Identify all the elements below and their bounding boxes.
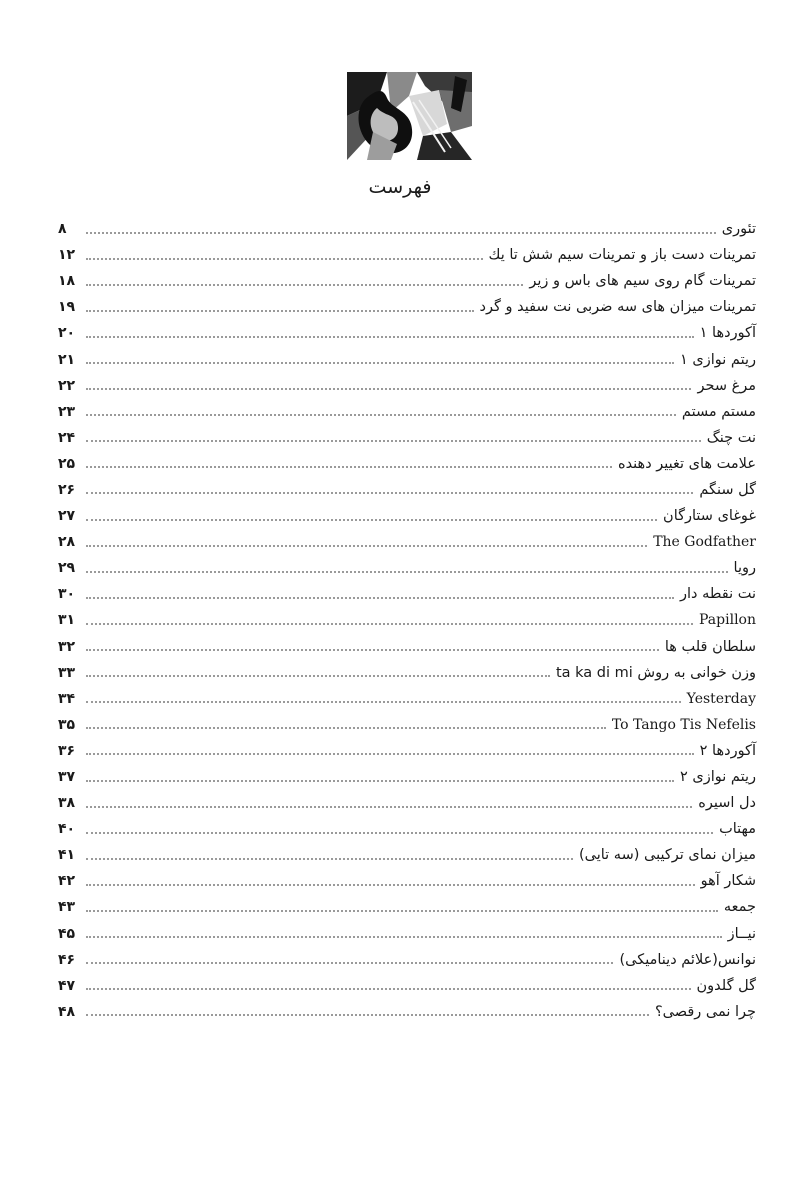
toc-entry[interactable] — [58, 790, 756, 816]
dot-leader — [86, 491, 693, 494]
dot-leader — [86, 726, 606, 729]
toc-entry[interactable] — [58, 712, 756, 738]
toc-entry-title: رویا — [733, 560, 756, 577]
toc-entry-title: Papillon — [699, 612, 756, 629]
table-of-contents — [58, 216, 756, 1025]
toc-entry-title: سلطان قلب ها — [664, 638, 756, 655]
dot-leader — [86, 465, 612, 468]
guitar-illustration-icon — [347, 72, 472, 160]
toc-entry[interactable] — [58, 216, 756, 242]
dot-leader — [86, 596, 674, 599]
toc-entry-title: تمرینات گام روی سیم های باس و زیر — [529, 273, 756, 290]
toc-entry-page-number: ۲۰ — [58, 325, 76, 342]
toc-entry-page-number: ۳۷ — [58, 769, 76, 786]
toc-entry-title: نیــاز — [727, 925, 756, 942]
toc-entry[interactable] — [58, 868, 756, 894]
toc-entry-title: نت چنگ — [706, 429, 756, 446]
toc-entry[interactable] — [58, 764, 756, 790]
dot-leader — [86, 309, 474, 312]
dot-leader — [86, 935, 722, 938]
toc-entry-page-number: ۳۸ — [58, 795, 76, 812]
toc-entry-title: Yesterday — [686, 690, 756, 707]
toc-entry-title: دل اسیره — [698, 795, 756, 812]
dot-leader — [86, 335, 694, 338]
toc-entry[interactable] — [58, 242, 756, 268]
toc-entry-page-number: ۲۶ — [58, 481, 76, 498]
toc-entry-title: میزان نمای ترکیبی (سه تایی) — [578, 847, 756, 864]
dot-leader — [86, 283, 523, 286]
toc-entry[interactable] — [58, 894, 756, 920]
toc-entry[interactable] — [58, 738, 756, 764]
toc-entry-page-number: ۱۲ — [58, 247, 76, 264]
dot-leader — [86, 439, 701, 442]
toc-entry-page-number: ۲۴ — [58, 429, 76, 446]
toc-entry[interactable] — [58, 555, 756, 581]
toc-entry[interactable] — [58, 660, 756, 686]
toc-entry-title: نت نقطه دار — [679, 586, 756, 603]
dot-leader — [86, 648, 659, 651]
dot-leader — [86, 413, 676, 416]
toc-entry-title: نوانس(علائم دینامیکی) — [619, 951, 756, 968]
toc-entry-title: آکوردها ۲ — [699, 742, 756, 759]
toc-entry-title: The Godfather — [653, 534, 756, 551]
toc-entry-title: تئوری — [721, 221, 756, 238]
dot-leader — [86, 518, 657, 521]
dot-leader — [86, 909, 718, 912]
toc-entry-page-number: ۱۸ — [58, 273, 76, 290]
toc-entry-page-number: ۲۵ — [58, 455, 76, 472]
dot-leader — [86, 257, 483, 260]
toc-entry[interactable] — [58, 320, 756, 346]
dot-leader — [86, 361, 674, 364]
toc-entry-page-number: ۳۱ — [58, 612, 76, 629]
dot-leader — [86, 1013, 649, 1016]
toc-entry[interactable] — [58, 425, 756, 451]
dot-leader — [86, 883, 695, 886]
toc-entry-page-number: ۲۷ — [58, 508, 76, 525]
toc-entry[interactable] — [58, 634, 756, 660]
toc-entry-page-number: ۲۳ — [58, 403, 76, 420]
toc-entry[interactable] — [58, 503, 756, 529]
toc-entry-page-number: ۳۲ — [58, 638, 76, 655]
toc-entry[interactable] — [58, 346, 756, 372]
toc-entry[interactable] — [58, 268, 756, 294]
toc-entry-title: جمعه — [723, 899, 756, 916]
toc-entry-title: علامت های تغییر دهنده — [617, 455, 756, 472]
toc-entry[interactable] — [58, 973, 756, 999]
toc-entry[interactable] — [58, 581, 756, 607]
toc-entry-page-number: ۴۷ — [58, 977, 76, 994]
toc-entry-title: تمرینات دست باز و تمرینات سیم شش تا یك — [488, 247, 756, 264]
toc-entry[interactable] — [58, 947, 756, 973]
dot-leader — [86, 544, 647, 547]
toc-entry[interactable] — [58, 816, 756, 842]
toc-entry-page-number: ۲۱ — [58, 351, 76, 368]
toc-entry-page-number: ۲۹ — [58, 560, 76, 577]
toc-entry-page-number: ۴۲ — [58, 873, 76, 890]
dot-leader — [86, 831, 713, 834]
toc-entry-page-number: ۳۶ — [58, 742, 76, 759]
dot-leader — [86, 387, 691, 390]
toc-entry-title: غوغای ستارگان — [663, 508, 756, 525]
toc-entry-page-number: ۱۹ — [58, 299, 76, 316]
toc-entry-title: شکار آهو — [700, 873, 756, 890]
toc-entry-page-number: ۴۵ — [58, 925, 76, 942]
toc-entry-page-number: ۲۸ — [58, 534, 76, 551]
toc-entry-title: مستم مستم — [681, 403, 756, 420]
dot-leader — [86, 231, 716, 234]
dot-leader — [86, 779, 674, 782]
toc-entry-page-number: ۲۲ — [58, 377, 76, 394]
toc-entry-page-number: ۸ — [58, 221, 67, 238]
toc-entry[interactable] — [58, 607, 756, 633]
toc-entry-title: ریتم نوازی ۱ — [680, 351, 756, 368]
dot-leader — [86, 805, 692, 808]
dot-leader — [86, 987, 691, 990]
toc-entry[interactable] — [58, 921, 756, 947]
toc-entry-page-number: ۳۵ — [58, 716, 76, 733]
toc-entry-title: To Tango Tis Nefelis — [611, 716, 756, 733]
toc-entry-page-number: ۴۱ — [58, 847, 76, 864]
toc-entry-title: گل سنگم — [699, 481, 756, 498]
toc-entry-title: مرغ سحر — [697, 377, 756, 394]
dot-leader — [86, 752, 694, 755]
page-title: فهرست — [368, 176, 432, 198]
toc-entry[interactable] — [58, 477, 756, 503]
toc-entry-title: آکوردها ۱ — [699, 325, 756, 342]
dot-leader — [86, 700, 681, 703]
toc-entry[interactable] — [58, 842, 756, 868]
toc-entry[interactable] — [58, 999, 756, 1025]
toc-entry[interactable] — [58, 399, 756, 425]
toc-entry-page-number: ۴۶ — [58, 951, 76, 968]
dot-leader — [86, 857, 573, 860]
dot-leader — [86, 674, 550, 677]
toc-entry-title: چرا نمی رقصی؟ — [654, 1003, 756, 1020]
toc-entry-page-number: ۳۴ — [58, 690, 76, 707]
toc-entry[interactable] — [58, 451, 756, 477]
toc-entry-title: تمرینات میزان های سه ضربی نت سفید و گرد — [479, 299, 756, 316]
toc-entry-title: گل گلدون — [696, 977, 756, 994]
toc-entry-page-number: ۳۰ — [58, 586, 76, 603]
toc-entry[interactable] — [58, 294, 756, 320]
dot-leader — [86, 961, 613, 964]
toc-entry[interactable] — [58, 686, 756, 712]
toc-entry[interactable] — [58, 529, 756, 555]
toc-entry-title: ریتم نوازی ۲ — [680, 769, 756, 786]
toc-entry-page-number: ۳۳ — [58, 664, 76, 681]
toc-entry-page-number: ۴۸ — [58, 1003, 76, 1020]
dot-leader — [86, 570, 728, 573]
toc-entry-page-number: ۴۳ — [58, 899, 76, 916]
toc-entry-title: وزن خوانی به روش ta ka di mi — [555, 664, 756, 681]
dot-leader — [86, 622, 693, 625]
toc-entry-page-number: ۴۰ — [58, 821, 76, 838]
toc-entry-title: مهتاب — [719, 821, 756, 838]
toc-entry[interactable] — [58, 373, 756, 399]
